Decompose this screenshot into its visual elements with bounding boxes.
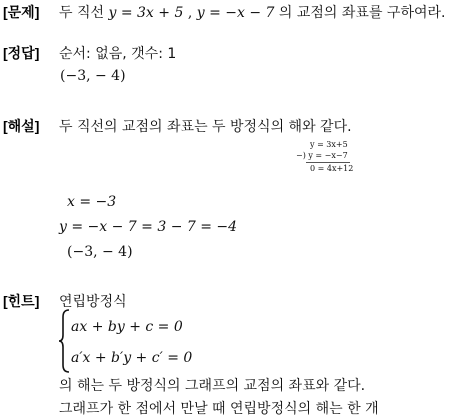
calc-line-3: 0 = 4x+12 (310, 164, 354, 173)
hint-line-1: 의 해는 두 방정식의 그래프의 교점의 좌표와 같다. (59, 378, 366, 394)
calc-line-2: −) y = −x−7 (296, 151, 348, 160)
solution-label: [해설] (3, 118, 40, 134)
problem-label: [문제] (3, 4, 40, 20)
problem-comma: , (183, 5, 197, 21)
calc-divider (306, 162, 350, 163)
answer-coordinates: (−3, − 4) (60, 68, 126, 84)
solution-intro: 두 직선의 교점의 좌표는 두 방정식의 해와 같다. (59, 119, 352, 135)
answer-order-count: 순서: 없음, 갯수: 1 (59, 46, 177, 62)
solution-step-x: x = −3 (67, 194, 117, 210)
problem-statement (59, 2, 445, 22)
solution-step-y: y = −x − 7 = 3 − 7 = −4 (59, 219, 238, 235)
answer-label: [정답] (3, 45, 40, 61)
problem-text-pre: 두 직선 (59, 5, 109, 21)
hint-system-eq-2: a′x + b′y + c′ = 0 (71, 350, 193, 366)
hint-title: 연립방정식 (59, 294, 127, 310)
hint-system-eq-1: ax + by + c = 0 (71, 319, 183, 335)
problem-equation-1: y = 3x + 5 (108, 5, 184, 21)
calc-line-1: y = 3x+5 (310, 140, 348, 149)
problem-text-post: 의 교점의 좌표를 구하여라. (274, 5, 446, 21)
solution-coordinates: (−3, − 4) (67, 244, 133, 260)
system-brace (59, 309, 71, 373)
problem-equation-2: y = −x − 7 (196, 5, 275, 21)
hint-line-2: 그래프가 한 점에서 만날 때 연립방정식의 해는 한 개 (59, 401, 379, 417)
hint-label: [힌트] (3, 293, 40, 309)
